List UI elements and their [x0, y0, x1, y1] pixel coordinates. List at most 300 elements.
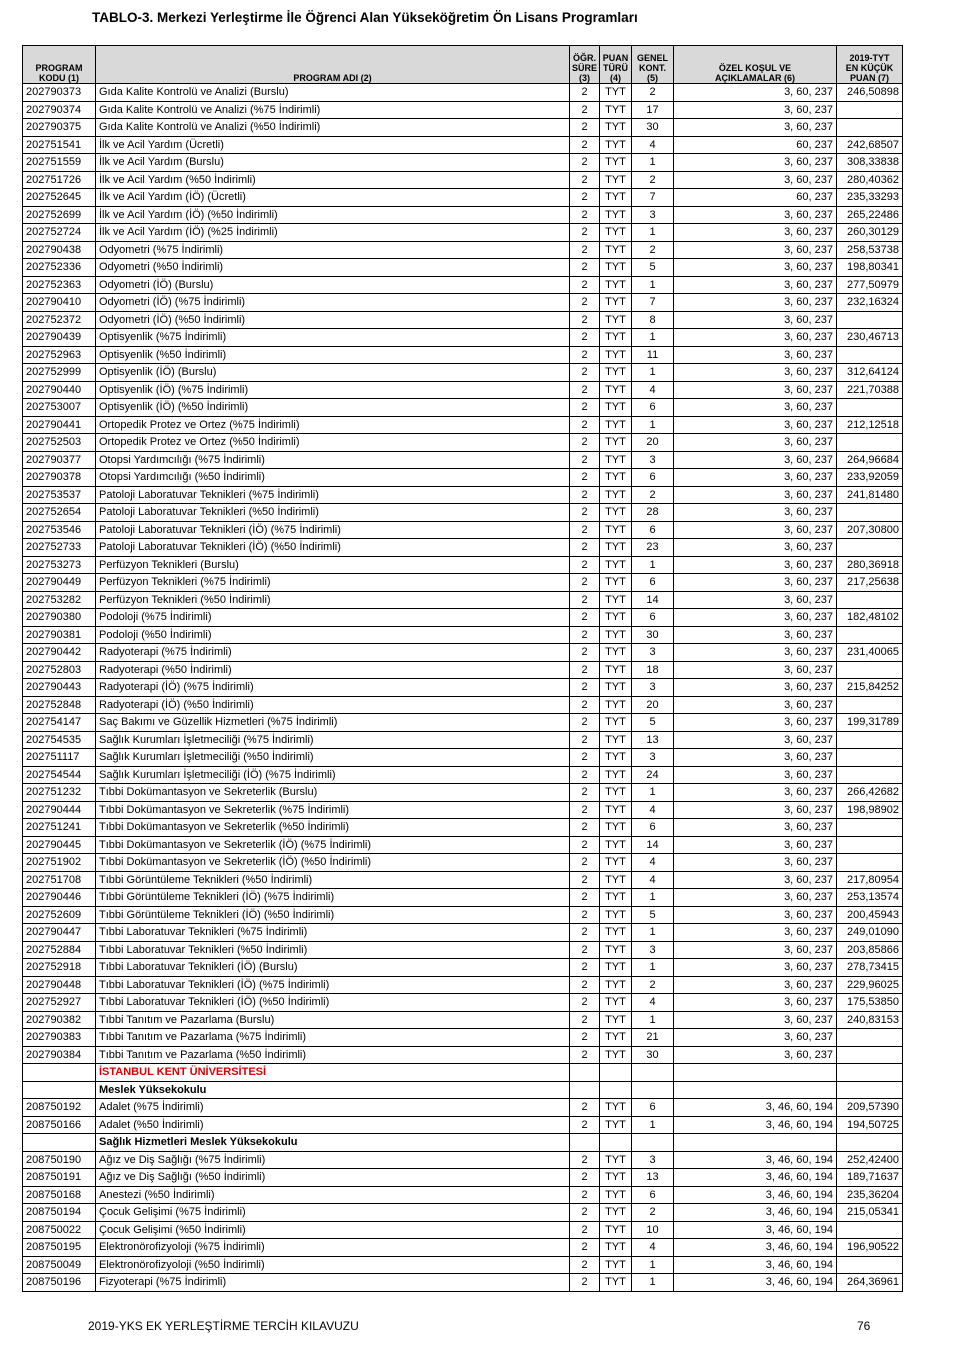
cell-min-score [837, 101, 903, 119]
cell-score-type: TYT [600, 224, 632, 242]
cell-min-score [837, 1046, 903, 1064]
cell-min-score: 240,83153 [837, 1011, 903, 1029]
cell-program-name: Patoloji Laboratuvar Teknikleri (İÖ) (%50 İndirimli) [96, 539, 570, 557]
table-row [23, 1169, 903, 1187]
cell-duration: 2 [570, 766, 600, 784]
cell-score-type: TYT [600, 784, 632, 802]
cell-score-type: TYT [600, 1029, 632, 1047]
table-row [23, 1099, 903, 1117]
cell-duration: 2 [570, 696, 600, 714]
cell-duration: 2 [570, 206, 600, 224]
cell-conditions [674, 1081, 837, 1099]
cell-conditions: 3, 46, 60, 194 [674, 1274, 837, 1292]
cell-min-score: 235,33293 [837, 189, 903, 207]
cell-quota: 5 [632, 906, 674, 924]
table-row [23, 556, 903, 574]
cell-quota: 3 [632, 679, 674, 697]
cell-duration: 2 [570, 836, 600, 854]
cell-score-type: TYT [600, 451, 632, 469]
cell-program-code [23, 1064, 96, 1082]
cell-program-name: Tıbbi Dokümantasyon ve Sekreterlik (%75 İndirimli) [96, 801, 570, 819]
cell-conditions: 3, 60, 237 [674, 294, 837, 312]
cell-quota: 6 [632, 469, 674, 487]
table-row [23, 731, 903, 749]
cell-score-type: TYT [600, 1274, 632, 1292]
cell-conditions: 3, 60, 237 [674, 696, 837, 714]
cell-program-code: 202754147 [23, 714, 96, 732]
cell-conditions: 3, 46, 60, 194 [674, 1204, 837, 1222]
table-row [23, 871, 903, 889]
cell-program-name: Radyoterapi (İÖ) (%50 İndirimli) [96, 696, 570, 714]
cell-duration [570, 1134, 600, 1152]
cell-quota: 2 [632, 1204, 674, 1222]
cell-program-code: 202790446 [23, 889, 96, 907]
table-row [23, 941, 903, 959]
cell-duration: 2 [570, 889, 600, 907]
cell-conditions: 3, 60, 237 [674, 889, 837, 907]
table-row [23, 539, 903, 557]
cell-conditions: 3, 46, 60, 194 [674, 1256, 837, 1274]
cell-program-name: Otopsi Yardımcılığı (%75 İndirimli) [96, 451, 570, 469]
cell-score-type: TYT [600, 434, 632, 452]
cell-program-name: İlk ve Acil Yardım (İÖ) (Ücretli) [96, 189, 570, 207]
cell-min-score [837, 1256, 903, 1274]
cell-score-type: TYT [600, 469, 632, 487]
cell-duration: 2 [570, 259, 600, 277]
cell-quota: 4 [632, 854, 674, 872]
cell-quota [632, 1064, 674, 1082]
cell-score-type: TYT [600, 189, 632, 207]
cell-min-score: 280,40362 [837, 171, 903, 189]
cell-min-score: 221,70388 [837, 381, 903, 399]
cell-program-name: Odyometri (İÖ) (Burslu) [96, 276, 570, 294]
table-row [23, 1151, 903, 1169]
cell-duration: 2 [570, 626, 600, 644]
cell-program-code: 202752918 [23, 959, 96, 977]
cell-quota: 4 [632, 381, 674, 399]
cell-program-name: Tıbbi Görüntüleme Teknikleri (%50 İndirimli) [96, 871, 570, 889]
cell-min-score: 235,36204 [837, 1186, 903, 1204]
cell-score-type: TYT [600, 486, 632, 504]
cell-quota: 3 [632, 749, 674, 767]
cell-min-score [837, 119, 903, 137]
cell-conditions: 3, 60, 237 [674, 486, 837, 504]
cell-score-type: TYT [600, 136, 632, 154]
cell-score-type: TYT [600, 504, 632, 522]
cell-program-name: Saç Bakımı ve Güzellik Hizmetleri (%75 İndirimli) [96, 714, 570, 732]
cell-quota: 1 [632, 364, 674, 382]
cell-conditions: 3, 60, 237 [674, 154, 837, 172]
cell-score-type: TYT [600, 1204, 632, 1222]
cell-conditions: 3, 60, 237 [674, 556, 837, 574]
cell-program-name: Ortopedik Protez ve Ortez (%75 İndirimli) [96, 416, 570, 434]
cell-score-type: TYT [600, 311, 632, 329]
cell-program-name: Çocuk Gelişimi (%50 İndirimli) [96, 1221, 570, 1239]
cell-program-name: İlk ve Acil Yardım (İÖ) (%50 İndirimli) [96, 206, 570, 224]
cell-duration: 2 [570, 1116, 600, 1134]
cell-program-code: 208750191 [23, 1169, 96, 1187]
cell-program-name: İSTANBUL KENT ÜNİVERSİTESİ [96, 1064, 570, 1082]
cell-program-code: 202790382 [23, 1011, 96, 1029]
cell-program-name: Tıbbi Laboratuvar Teknikleri (İÖ) (Burslu) [96, 959, 570, 977]
cell-conditions: 3, 60, 237 [674, 714, 837, 732]
cell-program-code: 202752848 [23, 696, 96, 714]
cell-program-name: Gıda Kalite Kontrolü ve Analizi (Burslu) [96, 84, 570, 102]
cell-score-type: TYT [600, 1046, 632, 1064]
cell-score-type: TYT [600, 696, 632, 714]
table-row [23, 486, 903, 504]
table-row [23, 329, 903, 347]
cell-score-type: TYT [600, 1239, 632, 1257]
table-row [23, 591, 903, 609]
cell-program-name: Tıbbi Dokümantasyon ve Sekreterlik (Burslu) [96, 784, 570, 802]
header-conditions: ÖZEL KOŞUL VE AÇIKLAMALAR (6) [674, 46, 837, 84]
cell-duration: 2 [570, 136, 600, 154]
cell-duration: 2 [570, 154, 600, 172]
cell-min-score [837, 1064, 903, 1082]
table-row [23, 189, 903, 207]
cell-duration: 2 [570, 556, 600, 574]
cell-duration: 2 [570, 416, 600, 434]
table-row [23, 399, 903, 417]
cell-score-type: TYT [600, 609, 632, 627]
cell-program-name: Adalet (%75 İndirimli) [96, 1099, 570, 1117]
cell-quota: 6 [632, 574, 674, 592]
cell-min-score: 175,53850 [837, 994, 903, 1012]
cell-score-type: TYT [600, 294, 632, 312]
cell-min-score [837, 504, 903, 522]
cell-score-type: TYT [600, 521, 632, 539]
cell-quota: 3 [632, 941, 674, 959]
cell-conditions: 3, 60, 237 [674, 854, 837, 872]
cell-program-code: 202751902 [23, 854, 96, 872]
cell-score-type: TYT [600, 1256, 632, 1274]
table-row [23, 206, 903, 224]
cell-quota: 6 [632, 1186, 674, 1204]
cell-conditions: 3, 60, 237 [674, 661, 837, 679]
table-row [23, 276, 903, 294]
cell-quota: 4 [632, 136, 674, 154]
cell-quota: 28 [632, 504, 674, 522]
cell-score-type: TYT [600, 119, 632, 137]
cell-quota: 5 [632, 714, 674, 732]
cell-program-name: Ağız ve Diş Sağlığı (%75 İndirimli) [96, 1151, 570, 1169]
cell-program-name: Tıbbi Tanıtım ve Pazarlama (Burslu) [96, 1011, 570, 1029]
table-row [23, 1221, 903, 1239]
cell-program-name: Çocuk Gelişimi (%75 İndirimli) [96, 1204, 570, 1222]
table-row [23, 1239, 903, 1257]
cell-conditions: 3, 60, 237 [674, 644, 837, 662]
table-row [23, 241, 903, 259]
cell-min-score [837, 591, 903, 609]
cell-program-code: 202790410 [23, 294, 96, 312]
table-row [23, 626, 903, 644]
cell-program-name: Optisyenlik (İÖ) (Burslu) [96, 364, 570, 382]
cell-conditions: 3, 60, 237 [674, 941, 837, 959]
cell-conditions: 3, 60, 237 [674, 871, 837, 889]
cell-duration: 2 [570, 1099, 600, 1117]
cell-conditions: 3, 60, 237 [674, 731, 837, 749]
cell-min-score: 209,57390 [837, 1099, 903, 1117]
cell-quota: 2 [632, 241, 674, 259]
cell-program-name: Elektronörofizyoloji (%50 İndirimli) [96, 1256, 570, 1274]
cell-quota: 23 [632, 539, 674, 557]
cell-program-name: Sağlık Hizmetleri Meslek Yüksekokulu [96, 1134, 570, 1152]
cell-duration: 2 [570, 1239, 600, 1257]
cell-program-code: 202790448 [23, 976, 96, 994]
cell-duration: 2 [570, 574, 600, 592]
cell-program-code: 202790445 [23, 836, 96, 854]
cell-quota: 13 [632, 1169, 674, 1187]
cell-score-type: TYT [600, 889, 632, 907]
cell-program-name: Tıbbi Tanıtım ve Pazarlama (%75 İndirimli) [96, 1029, 570, 1047]
cell-score-type [600, 1134, 632, 1152]
header-duration: ÖĞR. SÜRE (3) [570, 46, 600, 84]
cell-program-code: 202790449 [23, 574, 96, 592]
cell-score-type: TYT [600, 941, 632, 959]
cell-conditions [674, 1064, 837, 1082]
cell-quota: 1 [632, 1274, 674, 1292]
table-row [23, 994, 903, 1012]
cell-conditions: 3, 60, 237 [674, 101, 837, 119]
cell-min-score: 198,80341 [837, 259, 903, 277]
table-row [23, 1256, 903, 1274]
cell-min-score: 215,05341 [837, 1204, 903, 1222]
cell-min-score: 264,96684 [837, 451, 903, 469]
cell-program-name: Podoloji (%75 İndirimli) [96, 609, 570, 627]
cell-program-name: Podoloji (%50 İndirimli) [96, 626, 570, 644]
cell-duration: 2 [570, 189, 600, 207]
cell-score-type: TYT [600, 154, 632, 172]
cell-program-name: İlk ve Acil Yardım (İÖ) (%25 İndirimli) [96, 224, 570, 242]
cell-conditions: 3, 60, 237 [674, 1046, 837, 1064]
cell-program-name: Perfüzyon Teknikleri (%50 İndirimli) [96, 591, 570, 609]
cell-score-type: TYT [600, 206, 632, 224]
cell-duration: 2 [570, 399, 600, 417]
cell-program-name: Tıbbi Laboratuvar Teknikleri (%50 İndirimli) [96, 941, 570, 959]
cell-conditions: 3, 60, 237 [674, 1029, 837, 1047]
cell-quota: 6 [632, 1099, 674, 1117]
cell-program-code: 202752927 [23, 994, 96, 1012]
cell-min-score: 242,68507 [837, 136, 903, 154]
cell-duration: 2 [570, 591, 600, 609]
cell-program-code: 202754535 [23, 731, 96, 749]
table-row [23, 346, 903, 364]
table-row [23, 364, 903, 382]
table-row [23, 1011, 903, 1029]
cell-program-name: İlk ve Acil Yardım (Burslu) [96, 154, 570, 172]
cell-quota: 30 [632, 626, 674, 644]
cell-program-name: Elektronörofizyoloji (%75 İndirimli) [96, 1239, 570, 1257]
cell-score-type: TYT [600, 259, 632, 277]
cell-program-code: 202752803 [23, 661, 96, 679]
cell-quota: 13 [632, 731, 674, 749]
cell-duration: 2 [570, 434, 600, 452]
cell-program-name: Perfüzyon Teknikleri (Burslu) [96, 556, 570, 574]
cell-duration: 2 [570, 1256, 600, 1274]
cell-min-score: 198,98902 [837, 801, 903, 819]
cell-quota: 1 [632, 224, 674, 242]
cell-quota: 21 [632, 1029, 674, 1047]
table-row [23, 574, 903, 592]
cell-conditions: 3, 60, 237 [674, 399, 837, 417]
cell-score-type: TYT [600, 1011, 632, 1029]
cell-program-code: 202790442 [23, 644, 96, 662]
cell-conditions: 3, 60, 237 [674, 766, 837, 784]
cell-quota: 24 [632, 766, 674, 784]
cell-program-name: Sağlık Kurumları İşletmeciliği (İÖ) (%75 İndirimli) [96, 766, 570, 784]
cell-quota: 4 [632, 994, 674, 1012]
cell-conditions: 3, 60, 237 [674, 434, 837, 452]
cell-min-score: 203,85866 [837, 941, 903, 959]
cell-score-type: TYT [600, 276, 632, 294]
cell-program-code: 202790378 [23, 469, 96, 487]
cell-score-type: TYT [600, 101, 632, 119]
table-row [23, 294, 903, 312]
cell-program-name: Patoloji Laboratuvar Teknikleri (İÖ) (%75 İndirimli) [96, 521, 570, 539]
cell-conditions: 3, 60, 237 [674, 119, 837, 137]
cell-conditions: 3, 46, 60, 194 [674, 1169, 837, 1187]
cell-duration: 2 [570, 276, 600, 294]
cell-program-code: 202753282 [23, 591, 96, 609]
cell-quota: 1 [632, 556, 674, 574]
cell-conditions: 3, 60, 237 [674, 801, 837, 819]
cell-quota [632, 1134, 674, 1152]
cell-duration: 2 [570, 171, 600, 189]
cell-program-name: Optisyenlik (%75 İndirimli) [96, 329, 570, 347]
table-row [23, 714, 903, 732]
cell-program-code: 202790381 [23, 626, 96, 644]
cell-quota: 2 [632, 976, 674, 994]
cell-duration: 2 [570, 819, 600, 837]
cell-score-type: TYT [600, 644, 632, 662]
cell-program-code: 202752372 [23, 311, 96, 329]
cell-program-name: Gıda Kalite Kontrolü ve Analizi (%75 İndirimli) [96, 101, 570, 119]
table-row [23, 154, 903, 172]
cell-duration: 2 [570, 101, 600, 119]
cell-duration: 2 [570, 521, 600, 539]
cell-quota: 1 [632, 416, 674, 434]
cell-score-type: TYT [600, 399, 632, 417]
cell-duration: 2 [570, 714, 600, 732]
cell-program-code: 202753546 [23, 521, 96, 539]
cell-conditions: 3, 60, 237 [674, 504, 837, 522]
cell-conditions: 3, 60, 237 [674, 976, 837, 994]
cell-program-code: 202790375 [23, 119, 96, 137]
cell-duration: 2 [570, 1151, 600, 1169]
cell-conditions: 60, 237 [674, 189, 837, 207]
cell-score-type: TYT [600, 626, 632, 644]
cell-quota: 8 [632, 311, 674, 329]
cell-program-name: Odyometri (İÖ) (%50 İndirimli) [96, 311, 570, 329]
cell-min-score [837, 311, 903, 329]
cell-conditions: 3, 60, 237 [674, 241, 837, 259]
cell-min-score: 249,01090 [837, 924, 903, 942]
cell-program-code: 202751117 [23, 749, 96, 767]
cell-program-code: 208750194 [23, 1204, 96, 1222]
cell-quota: 20 [632, 696, 674, 714]
table-row [23, 1204, 903, 1222]
cell-min-score [837, 854, 903, 872]
cell-program-code: 202751559 [23, 154, 96, 172]
cell-program-code: 202790447 [23, 924, 96, 942]
cell-duration: 2 [570, 784, 600, 802]
cell-program-name: Tıbbi Laboratuvar Teknikleri (İÖ) (%50 İndirimli) [96, 994, 570, 1012]
cell-score-type: TYT [600, 416, 632, 434]
cell-conditions: 3, 60, 237 [674, 1011, 837, 1029]
table-row [23, 259, 903, 277]
table-row [23, 959, 903, 977]
cell-program-name: Fizyoterapi (%75 İndirimli) [96, 1274, 570, 1292]
cell-program-code: 202753537 [23, 486, 96, 504]
cell-score-type: TYT [600, 381, 632, 399]
cell-conditions: 3, 46, 60, 194 [674, 1186, 837, 1204]
cell-score-type: TYT [600, 924, 632, 942]
cell-program-name: Tıbbi Dokümantasyon ve Sekreterlik (%50 İndirimli) [96, 819, 570, 837]
cell-program-name: Tıbbi Görüntüleme Teknikleri (İÖ) (%75 İndirimli) [96, 889, 570, 907]
cell-score-type: TYT [600, 1169, 632, 1187]
cell-program-code: 202790444 [23, 801, 96, 819]
cell-min-score: 233,92059 [837, 469, 903, 487]
cell-quota: 4 [632, 801, 674, 819]
cell-quota: 4 [632, 1239, 674, 1257]
cell-conditions: 3, 60, 237 [674, 329, 837, 347]
cell-quota: 30 [632, 119, 674, 137]
cell-conditions: 3, 60, 237 [674, 276, 837, 294]
cell-quota: 14 [632, 836, 674, 854]
cell-program-name: Tıbbi Görüntüleme Teknikleri (İÖ) (%50 İndirimli) [96, 906, 570, 924]
cell-score-type: TYT [600, 661, 632, 679]
cell-program-name: Sağlık Kurumları İşletmeciliği (%75 İndirimli) [96, 731, 570, 749]
cell-conditions: 3, 60, 237 [674, 574, 837, 592]
cell-score-type: TYT [600, 731, 632, 749]
cell-min-score [837, 731, 903, 749]
cell-duration: 2 [570, 609, 600, 627]
cell-min-score: 265,22486 [837, 206, 903, 224]
cell-program-name: Patoloji Laboratuvar Teknikleri (%50 İndirimli) [96, 504, 570, 522]
cell-score-type: TYT [600, 84, 632, 102]
table-row [23, 766, 903, 784]
cell-conditions: 3, 60, 237 [674, 994, 837, 1012]
cell-duration: 2 [570, 84, 600, 102]
cell-conditions: 3, 60, 237 [674, 609, 837, 627]
cell-min-score: 189,71637 [837, 1169, 903, 1187]
cell-duration: 2 [570, 451, 600, 469]
cell-conditions: 3, 60, 237 [674, 749, 837, 767]
cell-quota: 6 [632, 399, 674, 417]
cell-quota: 2 [632, 84, 674, 102]
cell-conditions: 3, 60, 237 [674, 84, 837, 102]
cell-program-name: Gıda Kalite Kontrolü ve Analizi (%50 İndirimli) [96, 119, 570, 137]
cell-conditions: 3, 60, 237 [674, 521, 837, 539]
cell-program-name: Odyometri (%50 İndirimli) [96, 259, 570, 277]
table-row [23, 749, 903, 767]
table-row [23, 224, 903, 242]
cell-min-score: 196,90522 [837, 1239, 903, 1257]
cell-duration: 2 [570, 1186, 600, 1204]
cell-program-name: Odyometri (%75 İndirimli) [96, 241, 570, 259]
table-row [23, 504, 903, 522]
cell-duration: 2 [570, 994, 600, 1012]
table-row [23, 819, 903, 837]
cell-program-code: 202752724 [23, 224, 96, 242]
cell-program-code: 208750049 [23, 1256, 96, 1274]
cell-quota: 3 [632, 1151, 674, 1169]
cell-score-type: TYT [600, 574, 632, 592]
cell-quota [632, 1081, 674, 1099]
cell-score-type: TYT [600, 1186, 632, 1204]
cell-quota: 2 [632, 171, 674, 189]
